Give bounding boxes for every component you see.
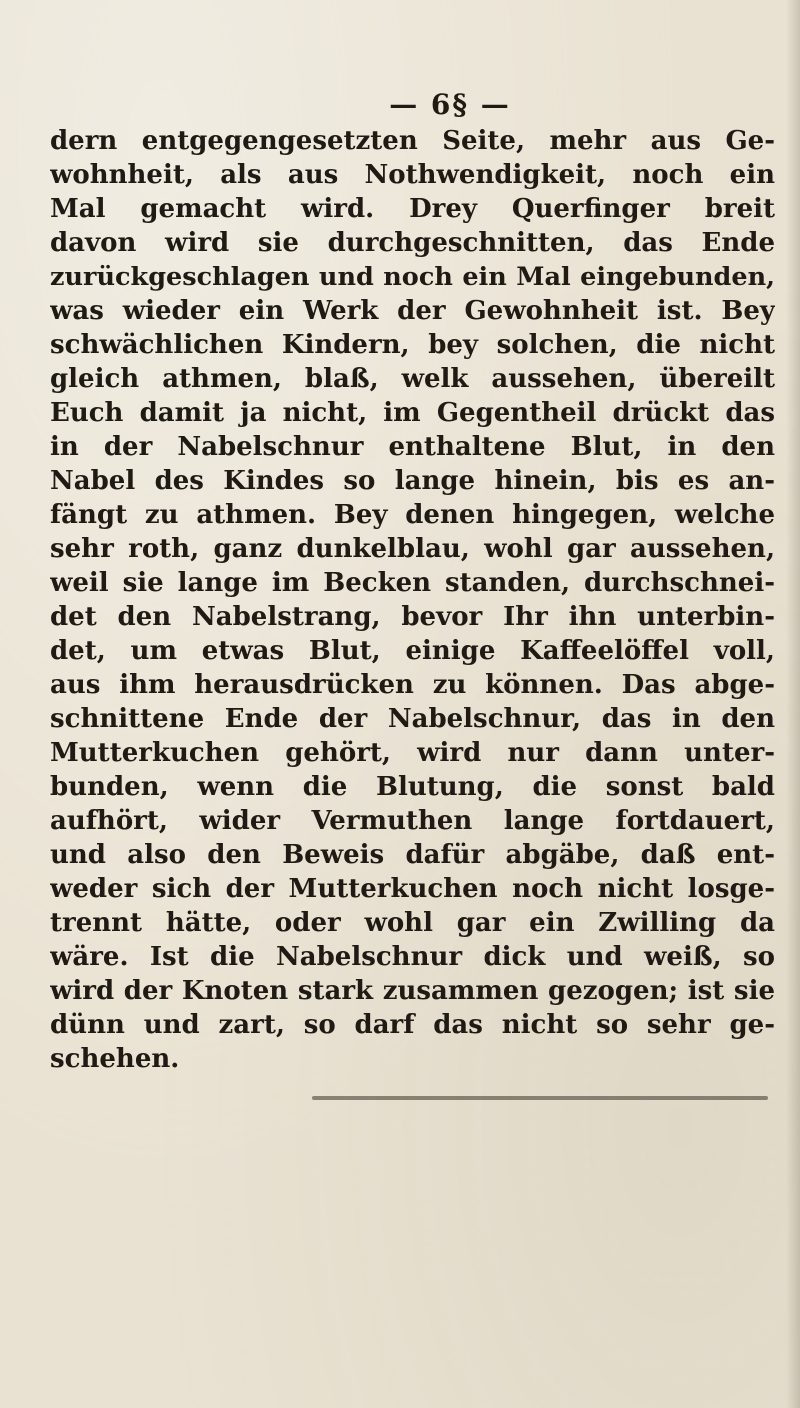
text-line: wäre. Ist die Nabelschnur dick und weiß, so xyxy=(50,942,775,972)
text-line: davon wird sie durchgeschnitten, das Ende xyxy=(50,228,775,258)
text-line: det den Nabelstrang, bevor Ihr ihn unterbin- xyxy=(50,602,775,632)
text-line: weder sich der Mutterkuchen noch nicht losge- xyxy=(50,874,775,904)
text-line: dern entgegengesetzten Seite, mehr aus Ge- xyxy=(50,126,775,156)
text-line: Mal gemacht wird. Drey Querfinger breit xyxy=(50,194,775,224)
text-line: sehr roth, ganz dunkelblau, wohl gar aussehen, xyxy=(50,534,775,564)
text-line: dünn und zart, so darf das nicht so sehr ge- xyxy=(50,1010,775,1040)
horizontal-rule xyxy=(312,1096,768,1100)
text-line: in der Nabelschnur enthaltene Blut, in den xyxy=(50,432,775,462)
text-line: det, um etwas Blut, einige Kaffeelöffel voll, xyxy=(50,636,775,666)
text-line: Mutterkuchen gehört, wird nur dann unter- xyxy=(50,738,775,768)
text-line: schnittene Ende der Nabelschnur, das in den xyxy=(50,704,775,734)
text-line: Nabel des Kindes so lange hinein, bis es an- xyxy=(50,466,775,496)
text-line: schwächlichen Kindern, bey solchen, die nicht xyxy=(50,330,775,360)
text-line: und also den Beweis dafür abgäbe, daß ent- xyxy=(50,840,775,870)
text-line: fängt zu athmen. Bey denen hingegen, welche xyxy=(50,500,775,530)
text-line: gleich athmen, blaß, welk aussehen, übereilt xyxy=(50,364,775,394)
page-number-text: — 6§ — xyxy=(389,88,511,121)
text-line: Euch damit ja nicht, im Gegentheil drückt das xyxy=(50,398,775,428)
text-line: aus ihm herausdrücken zu können. Das abge- xyxy=(50,670,775,700)
text-line: trennt hätte, oder wohl gar ein Zwilling da xyxy=(50,908,775,938)
text-line: was wieder ein Werk der Gewohnheit ist. Bey xyxy=(50,296,775,326)
page-number xyxy=(0,88,800,121)
text-line: zurückgeschlagen und noch ein Mal eingebunden, xyxy=(50,262,775,292)
text-line: wohnheit, als aus Nothwendigkeit, noch ein xyxy=(50,160,775,190)
text-line: wird der Knoten stark zusammen gezogen; ist sie xyxy=(50,976,775,1006)
text-line-last: schehen. xyxy=(50,1044,180,1074)
body-text xyxy=(50,124,775,1076)
text-line: bunden, wenn die Blutung, die sonst bald xyxy=(50,772,775,802)
page-edge-shadow xyxy=(786,0,800,1408)
text-line: aufhört, wider Vermuthen lange fortdauert, xyxy=(50,806,775,836)
text-line: weil sie lange im Becken standen, durchschnei- xyxy=(50,568,775,598)
